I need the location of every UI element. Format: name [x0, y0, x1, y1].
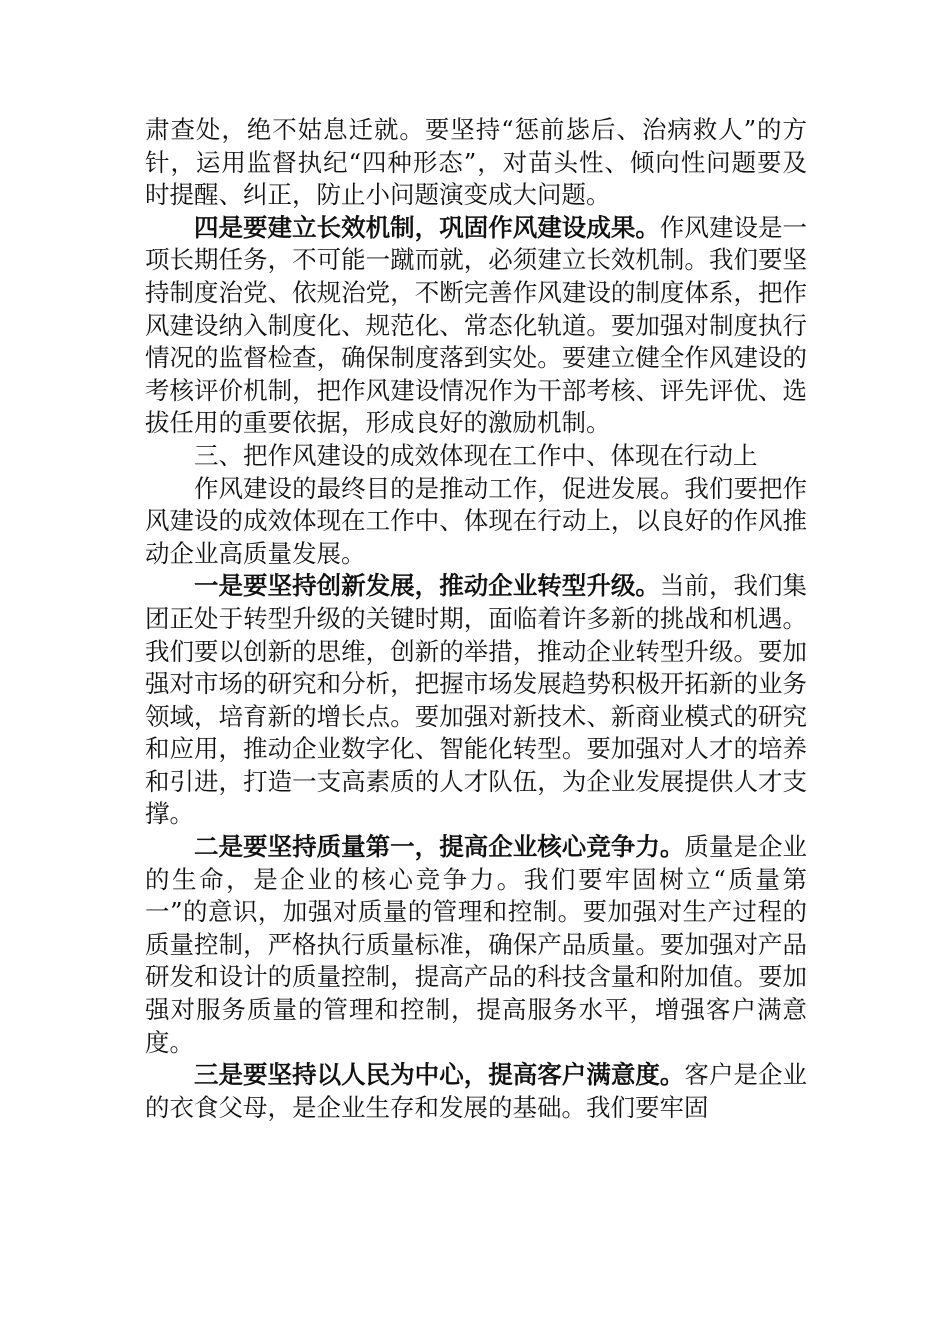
- paragraph-text: 客户是企业的衣食父母，是企业生存和发展的基础。我们要牢固: [145, 1060, 808, 1122]
- paragraph-text: 当前，我们集团正处于转型升级的关键时期，面临着许多新的挑战和机遇。我们要以创新的思维，创新的举措，推动企业转型升级。要加强对市场的研究和分析，把握市场发展趋势积极开拓新的业务领域，培育新的增长点。要加强对新技术、新商业模式的研究和应用，推动企业数字化、智能化转型。要加强对人才的培养和引进，打造一支高素质的人才队伍，为企业发展提供人才支撑。: [145, 571, 808, 829]
- paragraph-text: 作风建设的最终目的是推动工作，促进发展。我们要把作风建设的成效体现在工作中、体现在行动上，以良好的作风推动企业高质量发展。: [145, 473, 807, 568]
- paragraph-text: 肃查处，绝不姑息迁就。要坚持“惩前毖后、治病救人”的方针，运用监督执纪“四种形态”，对苗头性、倾向性问题要及时提醒、纠正，防止小问题演变成大问题。: [145, 115, 807, 210]
- paragraph-lead: 四是要建立长效机制，巩固作风建设成果。: [194, 212, 660, 242]
- paragraph-lead: 二是要坚持质量第一，提高企业核心竞争力。: [194, 832, 685, 862]
- section-heading-text: 三、把作风建设的成效体现在工作中、体现在行动上: [194, 440, 758, 470]
- paragraph-continuation: [145, 114, 807, 212]
- paragraph-point-four: [145, 212, 807, 440]
- document-body: [145, 114, 807, 1124]
- paragraph-point-three: [145, 1059, 807, 1124]
- paragraph-lead: 一是要坚持创新发展，推动企业转型升级。: [194, 571, 660, 601]
- section-heading: [145, 440, 807, 473]
- paragraph-text: 作风建设是一项长期任务，不可能一蹴而就，必须建立长效机制。我们要坚持制度治党、依规治党，不断完善作风建设的制度体系，把作风建设纳入制度化、规范化、常态化轨道。要加强对制度执行情况的监督检查，确保制度落到实处。要建立健全作风建设的考核评价机制，把作风建设情况作为干部考核、评先评优、选拔任用的重要依据，形成良好的激励机制。: [145, 212, 808, 438]
- paragraph-point-one: [145, 570, 807, 831]
- paragraph-text: 质量是企业的生命，是企业的核心竞争力。我们要牢固树立“质量第一”的意识，加强对质量的管理和控制。要加强对生产过程的质量控制，严格执行质量标准，确保产品质量。要加强对产品研发和设计的质量控制，提高产品的科技含量和附加值。要加强对服务质量的管理和控制，提高服务水平，增强客户满意度。: [145, 832, 808, 1057]
- paragraph-point-two: [145, 831, 807, 1059]
- paragraph-intro: [145, 473, 807, 571]
- paragraph-lead: 三是要坚持以人民为中心，提高客户满意度。: [194, 1060, 685, 1090]
